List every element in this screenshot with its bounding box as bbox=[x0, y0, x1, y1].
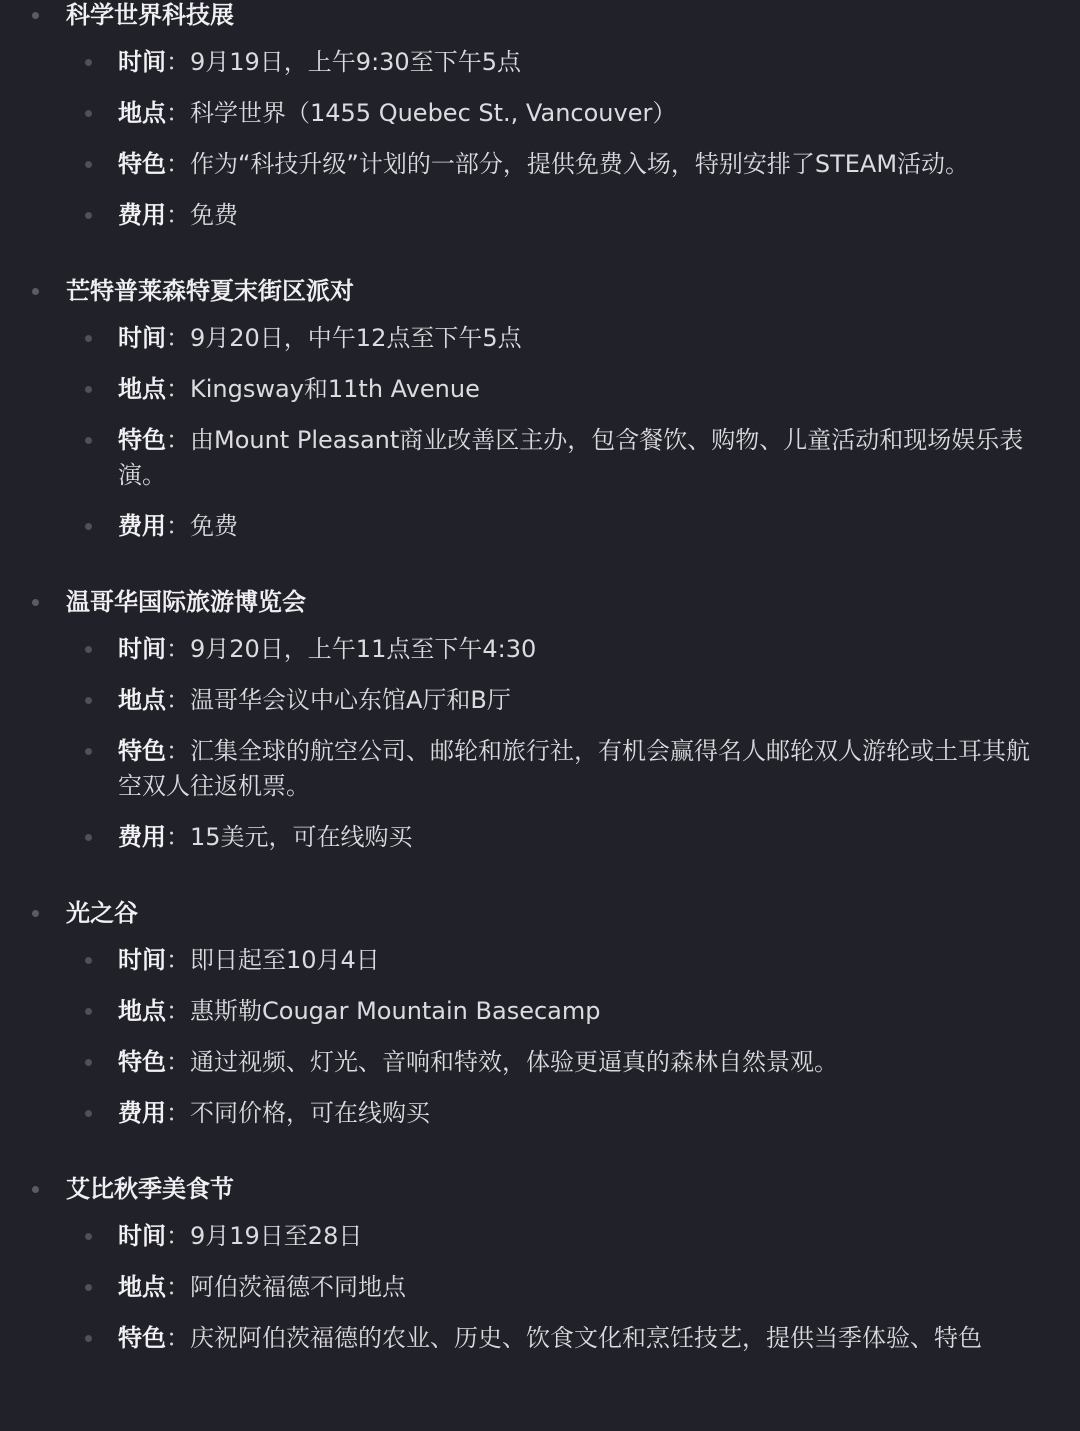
bullet-icon bbox=[85, 523, 92, 530]
bullet-icon bbox=[85, 1335, 92, 1342]
detail-label: 时间 bbox=[118, 1222, 166, 1250]
detail-item bbox=[0, 1096, 1080, 1131]
detail-colon: ： bbox=[166, 737, 190, 765]
detail-value: 9月20日，中午12点至下午5点 bbox=[190, 324, 522, 352]
detail-value: 不同价格，可在线购买 bbox=[190, 1099, 430, 1127]
detail-item bbox=[0, 198, 1080, 233]
bullet-icon bbox=[85, 646, 92, 653]
detail-label: 特色 bbox=[118, 1048, 166, 1076]
detail-value: 汇集全球的航空公司、邮轮和旅行社，有机会赢得名人邮轮双人游轮或土耳其航空双人往返机票。 bbox=[118, 737, 1030, 800]
bullet-icon bbox=[85, 1110, 92, 1117]
bullet-icon bbox=[32, 599, 39, 606]
detail-colon: ： bbox=[166, 324, 190, 352]
detail-value: 温哥华会议中心东馆A厅和B厅 bbox=[190, 686, 511, 714]
event-spacer bbox=[0, 1372, 1080, 1388]
detail-value: Kingsway和11th Avenue bbox=[190, 375, 480, 403]
detail-label: 地点 bbox=[118, 99, 166, 127]
detail-colon: ： bbox=[166, 686, 190, 714]
detail-item bbox=[0, 943, 1080, 978]
detail-item bbox=[0, 734, 1080, 804]
event-item bbox=[0, 887, 1080, 1163]
event-spacer bbox=[0, 871, 1080, 887]
bullet-icon bbox=[32, 12, 39, 19]
bullet-icon bbox=[85, 748, 92, 755]
event-header bbox=[0, 1163, 1080, 1219]
event-header bbox=[0, 265, 1080, 321]
bullet-icon bbox=[85, 1284, 92, 1291]
detail-value: 作为“科技升级”计划的一部分，提供免费入场，特别安排了STEAM活动。 bbox=[190, 150, 970, 178]
detail-label: 特色 bbox=[118, 426, 166, 454]
event-details bbox=[0, 45, 1080, 233]
detail-label: 特色 bbox=[118, 737, 166, 765]
detail-item bbox=[0, 96, 1080, 131]
detail-label: 费用 bbox=[118, 201, 166, 229]
event-spacer bbox=[0, 249, 1080, 265]
bullet-icon bbox=[85, 1008, 92, 1015]
detail-colon: ： bbox=[166, 1099, 190, 1127]
detail-colon: ： bbox=[166, 823, 190, 851]
detail-value: 即日起至10月4日 bbox=[190, 946, 380, 974]
detail-label: 时间 bbox=[118, 48, 166, 76]
detail-value: 由Mount Pleasant商业改善区主办，包含餐饮、购物、儿童活动和现场娱乐表演。 bbox=[118, 426, 1024, 489]
detail-item bbox=[0, 820, 1080, 855]
detail-value: 9月19日，上午9:30至下午5点 bbox=[190, 48, 521, 76]
detail-colon: ： bbox=[166, 99, 190, 127]
detail-label: 费用 bbox=[118, 1099, 166, 1127]
detail-colon: ： bbox=[166, 375, 190, 403]
detail-label: 费用 bbox=[118, 512, 166, 540]
bullet-icon bbox=[85, 1059, 92, 1066]
detail-colon: ： bbox=[166, 512, 190, 540]
bullet-icon bbox=[85, 386, 92, 393]
detail-label: 费用 bbox=[118, 823, 166, 851]
bullet-icon bbox=[85, 161, 92, 168]
event-title: 光之谷 bbox=[66, 899, 138, 927]
bullet-icon bbox=[85, 697, 92, 704]
bullet-icon bbox=[85, 335, 92, 342]
detail-colon: ： bbox=[166, 997, 190, 1025]
detail-item bbox=[0, 683, 1080, 718]
event-title: 芒特普莱森特夏末街区派对 bbox=[66, 277, 354, 305]
event-details bbox=[0, 1219, 1080, 1356]
detail-value: 9月19日至28日 bbox=[190, 1222, 363, 1250]
detail-item bbox=[0, 372, 1080, 407]
detail-value: 庆祝阿伯茨福德的农业、历史、饮食文化和烹饪技艺，提供当季体验、特色 bbox=[190, 1324, 982, 1352]
detail-colon: ： bbox=[166, 946, 190, 974]
detail-label: 时间 bbox=[118, 324, 166, 352]
event-details bbox=[0, 321, 1080, 544]
detail-item bbox=[0, 147, 1080, 182]
bullet-icon bbox=[85, 437, 92, 444]
event-header bbox=[0, 576, 1080, 632]
bullet-icon bbox=[85, 957, 92, 964]
detail-colon: ： bbox=[166, 48, 190, 76]
detail-colon: ： bbox=[166, 426, 190, 454]
detail-colon: ： bbox=[166, 150, 190, 178]
detail-item bbox=[0, 45, 1080, 80]
detail-item bbox=[0, 632, 1080, 667]
detail-item bbox=[0, 423, 1080, 493]
detail-item bbox=[0, 994, 1080, 1029]
detail-colon: ： bbox=[166, 1324, 190, 1352]
detail-item bbox=[0, 1270, 1080, 1305]
detail-value: 通过视频、灯光、音响和特效，体验更逼真的森林自然景观。 bbox=[190, 1048, 838, 1076]
detail-label: 时间 bbox=[118, 946, 166, 974]
detail-item bbox=[0, 509, 1080, 544]
event-header bbox=[0, 0, 1080, 45]
detail-colon: ： bbox=[166, 1273, 190, 1301]
detail-value: 惠斯勒Cougar Mountain Basecamp bbox=[190, 997, 601, 1025]
event-title: 艾比秋季美食节 bbox=[66, 1175, 234, 1203]
detail-item bbox=[0, 1321, 1080, 1356]
event-spacer bbox=[0, 560, 1080, 576]
detail-value: 15美元，可在线购买 bbox=[190, 823, 413, 851]
detail-label: 地点 bbox=[118, 686, 166, 714]
detail-label: 地点 bbox=[118, 375, 166, 403]
bullet-icon bbox=[32, 910, 39, 917]
bullet-icon bbox=[85, 1233, 92, 1240]
detail-colon: ： bbox=[166, 1048, 190, 1076]
detail-value: 免费 bbox=[190, 512, 238, 540]
event-details bbox=[0, 632, 1080, 855]
detail-item bbox=[0, 321, 1080, 356]
event-title: 科学世界科技展 bbox=[66, 1, 234, 29]
detail-colon: ： bbox=[166, 201, 190, 229]
event-item bbox=[0, 0, 1080, 265]
detail-value: 免费 bbox=[190, 201, 238, 229]
event-title: 温哥华国际旅游博览会 bbox=[66, 588, 306, 616]
bullet-icon bbox=[85, 59, 92, 66]
event-header bbox=[0, 887, 1080, 943]
detail-value: 9月20日，上午11点至下午4:30 bbox=[190, 635, 537, 663]
event-spacer bbox=[0, 1147, 1080, 1163]
event-item bbox=[0, 1163, 1080, 1388]
detail-item bbox=[0, 1045, 1080, 1080]
event-item bbox=[0, 265, 1080, 576]
bullet-icon bbox=[32, 1186, 39, 1193]
detail-label: 特色 bbox=[118, 1324, 166, 1352]
detail-value: 阿伯茨福德不同地点 bbox=[190, 1273, 406, 1301]
detail-label: 地点 bbox=[118, 997, 166, 1025]
event-details bbox=[0, 943, 1080, 1131]
detail-item bbox=[0, 1219, 1080, 1254]
bullet-icon bbox=[85, 212, 92, 219]
bullet-icon bbox=[85, 834, 92, 841]
detail-value: 科学世界（1455 Quebec St., Vancouver） bbox=[190, 99, 677, 127]
detail-label: 特色 bbox=[118, 150, 166, 178]
detail-label: 地点 bbox=[118, 1273, 166, 1301]
event-item bbox=[0, 576, 1080, 887]
bullet-icon bbox=[32, 288, 39, 295]
bullet-icon bbox=[85, 110, 92, 117]
detail-label: 时间 bbox=[118, 635, 166, 663]
detail-colon: ： bbox=[166, 635, 190, 663]
detail-colon: ： bbox=[166, 1222, 190, 1250]
